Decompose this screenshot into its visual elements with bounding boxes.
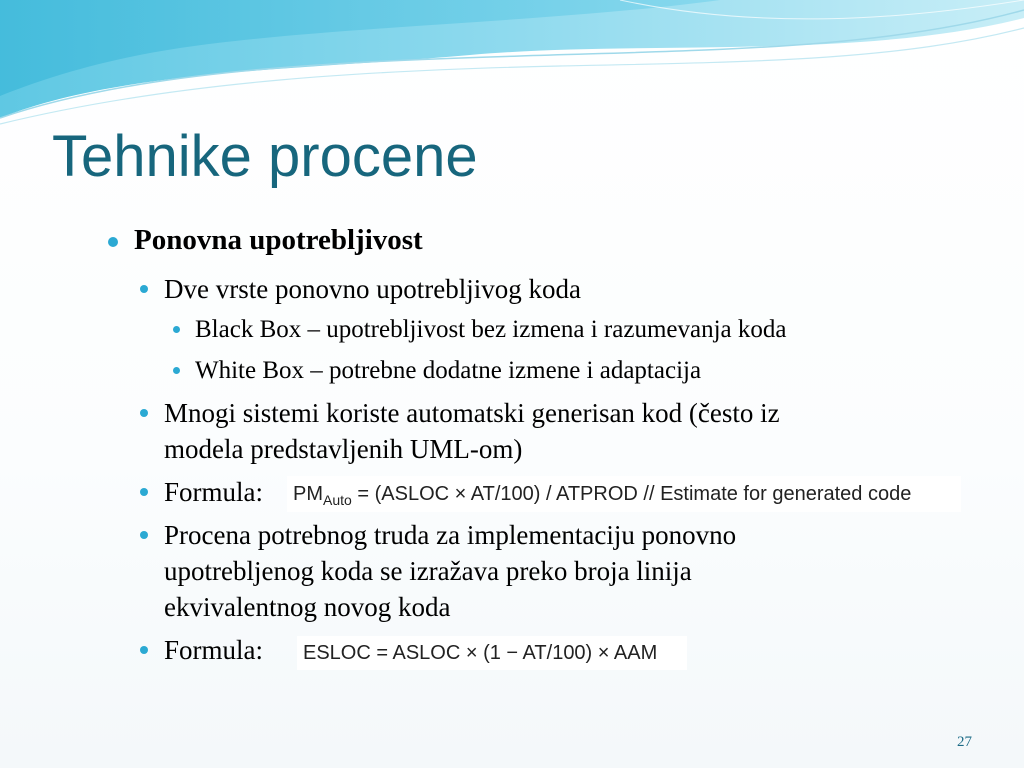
bullet-dot-icon bbox=[108, 237, 118, 247]
bullet-text-line: modela predstavljenih UML-om) bbox=[164, 434, 523, 464]
bullet-item bbox=[164, 517, 736, 625]
formula-pm-auto bbox=[287, 476, 961, 512]
sub-bullet-text: Black Box – upotrebljivost bez izmena i razumevanja koda bbox=[195, 316, 787, 343]
bullet-item bbox=[164, 632, 263, 668]
slide-title: Tehnike procene bbox=[52, 124, 478, 189]
bullet-heading-text: Ponovna upotrebljivost bbox=[134, 224, 423, 256]
bullet-text: Dve vrste ponovno upotrebljivog koda bbox=[164, 274, 581, 304]
formula-subscript: Auto bbox=[323, 492, 352, 508]
sub-bullet-item bbox=[195, 353, 701, 389]
bullet-dot-icon bbox=[140, 488, 148, 496]
bullet-text-line: upotrebljenog koda se izražava preko broja linija bbox=[164, 556, 692, 586]
bullet-text: Formula: bbox=[164, 635, 263, 665]
bullet-item bbox=[164, 395, 780, 467]
bullet-item bbox=[164, 474, 263, 510]
bullet-dot-icon bbox=[140, 409, 148, 417]
bullet-text-line: Procena potrebnog truda za implementaciju ponovno bbox=[164, 520, 737, 550]
formula-expression: = (ASLOC × AT/100) / ATPROD // Estimate for generated code bbox=[351, 483, 912, 505]
formula-expression: ESLOC = ASLOC × (1 − AT/100) × AAM bbox=[303, 642, 658, 664]
bullet-item bbox=[164, 271, 581, 307]
sub-bullet-text: White Box – potrebne dodatne izmene i adaptacija bbox=[195, 357, 702, 384]
page-number: 27 bbox=[957, 734, 972, 750]
bullet-text-line: Mnogi sistemi koriste automatski generisan kod (često iz bbox=[164, 398, 780, 428]
formula-symbol: PM bbox=[293, 483, 323, 505]
bullet-text: Formula: bbox=[164, 477, 263, 507]
bullet-dot-icon bbox=[140, 531, 148, 539]
sub-bullet-item bbox=[195, 312, 786, 348]
bullet-dot-icon bbox=[140, 285, 148, 293]
bullet-heading bbox=[134, 222, 423, 258]
bullet-dot-icon bbox=[173, 326, 180, 333]
formula-esloc bbox=[297, 636, 687, 670]
bullet-text-line: ekvivalentnog novog koda bbox=[164, 592, 451, 622]
bullet-dot-icon bbox=[173, 367, 180, 374]
bullet-dot-icon bbox=[140, 646, 148, 654]
